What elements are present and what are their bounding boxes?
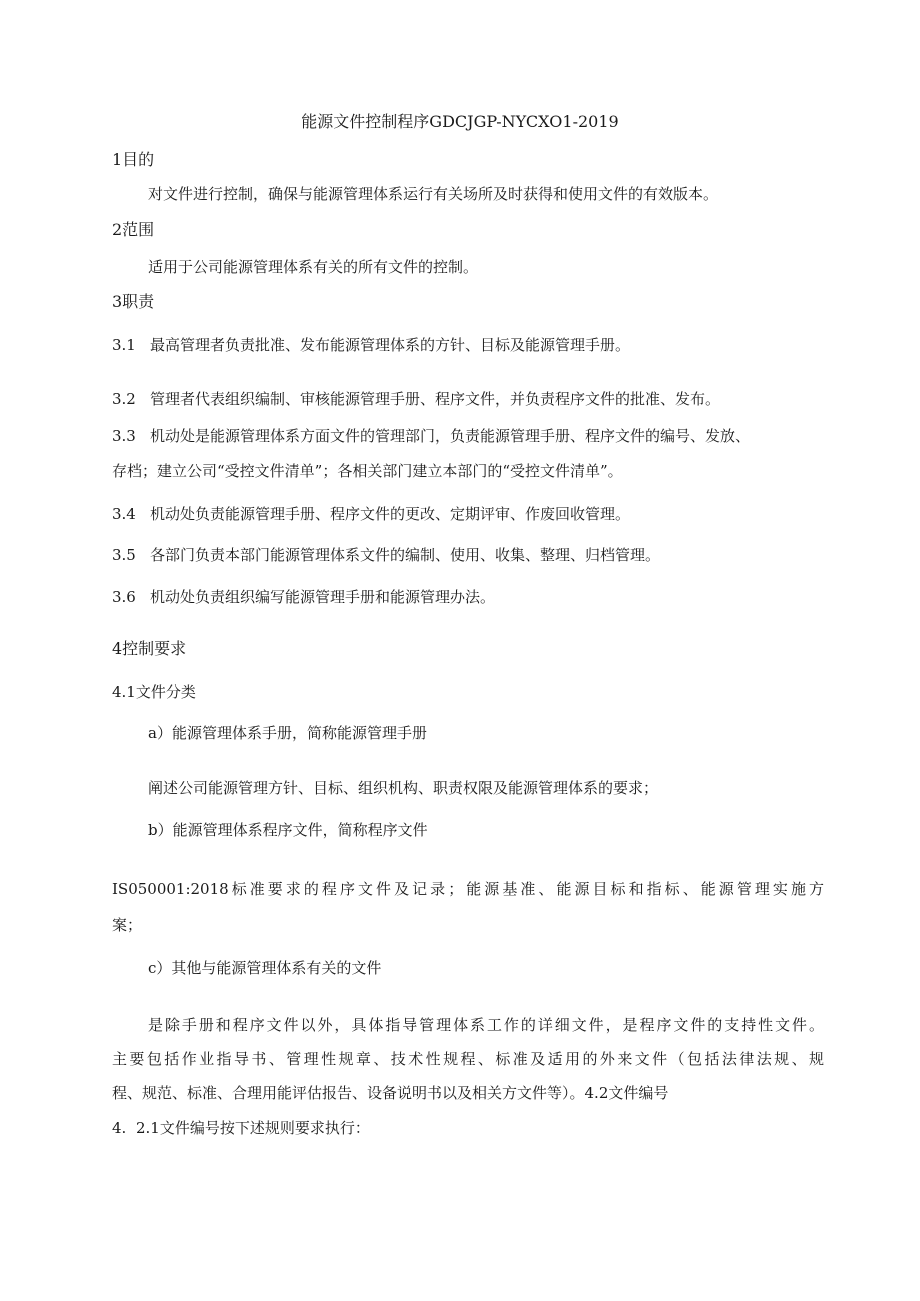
item-number: 3.5 <box>112 546 136 564</box>
category-a-body: 阐述公司能源管理方针、目标、组织机构、职责权限及能源管理体系的要求； <box>148 779 659 797</box>
document-title: 能源文件控制程序GDCJGP-NYCXO1-2019 <box>301 112 619 131</box>
item-text: 机动处负责能源管理手册、程序文件的更改、定期评审、作废回收管理。 <box>150 505 631 523</box>
section-2-heading: 2范围 <box>112 220 155 239</box>
responsibility-item <box>112 389 720 409</box>
item-text: 2.1文件编号按下述规则要求执行： <box>136 1119 370 1137</box>
item-number: 3.2 <box>112 390 136 408</box>
section-1-body: 对文件进行控制，确保与能源管理体系运行有关场所及时获得和使用文件的有效版本。 <box>148 185 719 203</box>
category-b-body-line: IS050001:2018标准要求的程序文件及记录；能源基准、能源目标和指标、能源管理实施方 <box>112 880 824 898</box>
item-text: 各部门负责本部门能源管理体系文件的编制、使用、收集、整理、归档管理。 <box>150 546 661 564</box>
category-a-title: a）能源管理体系手册，简称能源管理手册 <box>148 724 427 742</box>
item-number: 3.4 <box>112 505 136 523</box>
category-b-body-line: 案； <box>112 916 143 934</box>
responsibility-item <box>112 587 495 607</box>
category-c-title: c）其他与能源管理体系有关的文件 <box>148 959 382 977</box>
responsibility-item <box>112 545 660 565</box>
responsibility-item <box>112 335 630 355</box>
responsibility-item-continuation: 存档；建立公司“受控文件清单”；各相关部门建立本部门的“受控文件清单”。 <box>112 462 623 480</box>
responsibility-item <box>112 504 630 524</box>
item-text: 机动处负责组织编写能源管理手册和能源管理办法。 <box>150 588 496 606</box>
category-b-title: b）能源管理体系程序文件，简称程序文件 <box>148 821 428 839</box>
item-text: 管理者代表组织编制、审核能源管理手册、程序文件，并负责程序文件的批准、发布。 <box>150 390 721 408</box>
section-4-heading: 4控制要求 <box>112 639 187 658</box>
item-number: 3.1 <box>112 336 136 354</box>
category-c-body-line: 程、规范、标准、合理用能评估报告、设备说明书以及相关方文件等）。4.2文件编号 <box>112 1084 669 1102</box>
subsection-4-1-heading: 4.1文件分类 <box>112 683 196 701</box>
section-2-body: 适用于公司能源管理体系有关的所有文件的控制。 <box>148 258 479 276</box>
category-c-body-line: 是除手册和程序文件以外，具体指导管理体系工作的详细文件，是程序文件的支持性文件。 <box>148 1016 824 1034</box>
item-number: 3.3 <box>112 427 136 445</box>
category-c-body-line: 主要包括作业指导书、管理性规章、技术性规程、标准及适用的外来文件（包括法律法规、规 <box>112 1050 824 1068</box>
item-text: 最高管理者负责批准、发布能源管理体系的方针、目标及能源管理手册。 <box>150 336 631 354</box>
subsection-4-2-1 <box>112 1118 370 1138</box>
item-number: 4. <box>112 1119 127 1137</box>
item-number: 3.6 <box>112 588 136 606</box>
section-3-heading: 3职责 <box>112 292 155 311</box>
item-text: 机动处是能源管理体系方面文件的管理部门，负责能源管理手册、程序文件的编号、发放、 <box>150 427 751 445</box>
responsibility-item <box>112 426 750 446</box>
section-1-heading: 1目的 <box>112 150 155 169</box>
